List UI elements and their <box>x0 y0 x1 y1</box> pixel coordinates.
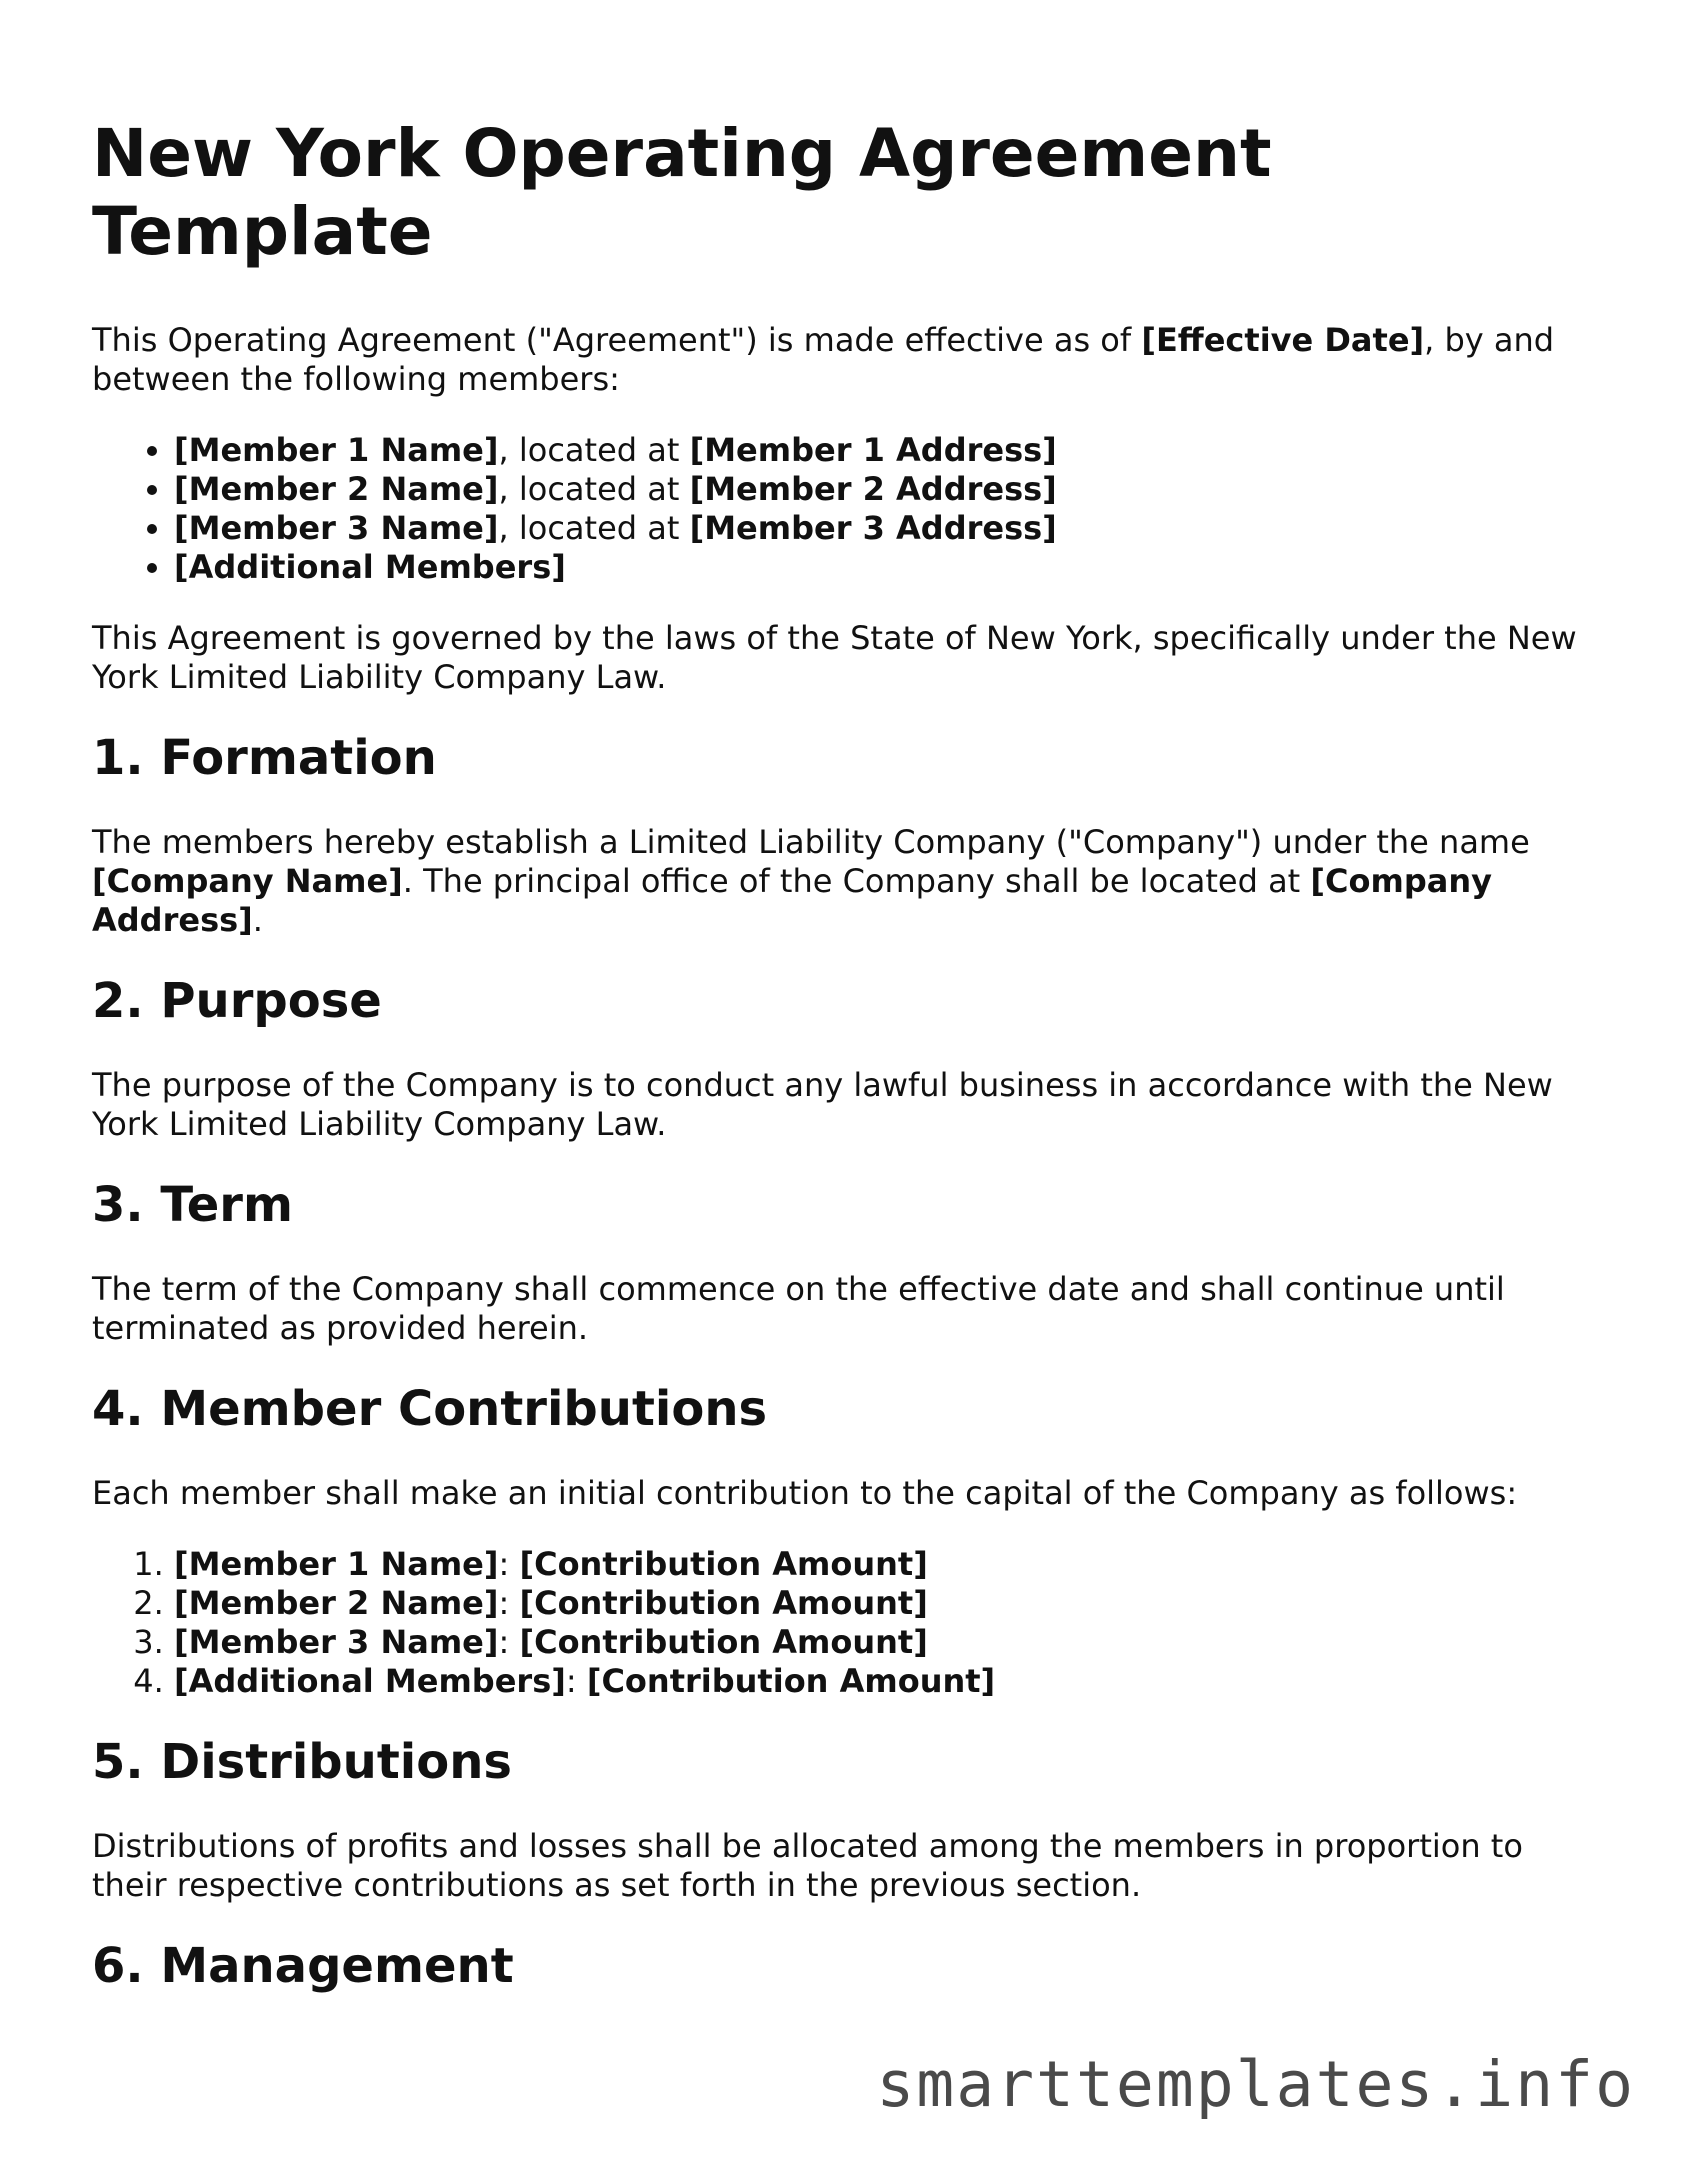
member-address: [Member 2 Address] <box>689 470 1057 508</box>
formation-text: . <box>252 901 263 939</box>
contribution-amount: [Contribution Amount] <box>519 1623 928 1661</box>
section-heading-distributions: 5. Distributions <box>92 1734 512 1790</box>
list-item <box>174 431 1602 470</box>
contribution-member: [Additional Members] <box>174 1662 566 1700</box>
watermark: smarttemplates.info <box>876 2048 1635 2121</box>
contribution-amount: [Contribution Amount] <box>519 1545 928 1583</box>
section-heading-formation: 1. Formation <box>92 730 437 786</box>
list-item <box>174 509 1602 548</box>
member-name: [Member 1 Name] <box>174 431 499 469</box>
company-name-placeholder: [Company Name] <box>92 862 403 900</box>
contribution-sep: : <box>565 1662 587 1700</box>
distributions-paragraph: Distributions of profits and losses shall be allocated among the members in proportion to their respective contributions as set forth in the previous section. <box>92 1827 1523 1904</box>
governing-law-paragraph: This Agreement is governed by the laws of the State of New York, specifically under the New York Limited Liability Company Law. <box>92 619 1577 696</box>
section-heading-contributions: 4. Member Contributions <box>92 1381 768 1437</box>
list-item <box>174 1584 1602 1623</box>
member-sep: , located at <box>498 509 690 547</box>
document-page <box>92 115 1602 2031</box>
contribution-amount: [Contribution Amount] <box>519 1584 928 1622</box>
section-heading-purpose: 2. Purpose <box>92 973 382 1029</box>
purpose-paragraph: The purpose of the Company is to conduct any lawful business in accordance with the New York Limited Liability Company Law. <box>92 1066 1553 1143</box>
list-item <box>174 548 1602 587</box>
list-item <box>174 470 1602 509</box>
members-list <box>92 431 1602 587</box>
member-name: [Member 3 Name] <box>174 509 499 547</box>
contributions-paragraph: Each member shall make an initial contribution to the capital of the Company as follows: <box>92 1474 1518 1512</box>
formation-text: . The principal office of the Company shall be located at <box>402 862 1311 900</box>
formation-paragraph <box>92 823 1602 940</box>
contribution-sep: : <box>498 1623 520 1661</box>
document-title: New York Operating Agreement Template <box>92 115 1272 270</box>
member-address: [Member 1 Address] <box>689 431 1057 469</box>
intro-text-post: , by and between the following members: <box>92 321 1555 398</box>
list-item <box>174 1545 1602 1584</box>
member-sep: , located at <box>498 470 690 508</box>
contribution-sep: : <box>498 1584 520 1622</box>
contributions-list <box>92 1545 1602 1701</box>
contribution-member: [Member 2 Name] <box>174 1584 499 1622</box>
contribution-member: [Member 3 Name] <box>174 1623 499 1661</box>
contribution-sep: : <box>498 1545 520 1583</box>
list-item <box>174 1662 1602 1701</box>
section-heading-term: 3. Term <box>92 1177 293 1233</box>
contribution-member: [Member 1 Name] <box>174 1545 499 1583</box>
list-item <box>174 1623 1602 1662</box>
formation-text: The members hereby establish a Limited Liability Company ("Company") under the name <box>92 823 1530 861</box>
contribution-amount: [Contribution Amount] <box>586 1662 996 1700</box>
effective-date-placeholder: [Effective Date] <box>1141 321 1425 359</box>
intro-paragraph <box>92 321 1602 399</box>
member-address: [Member 3 Address] <box>689 509 1057 547</box>
company-address-placeholder: [Company Address] <box>92 862 1492 939</box>
member-sep: , located at <box>498 431 690 469</box>
term-paragraph: The term of the Company shall commence on the effective date and shall continue until terminated as provided herein. <box>92 1270 1505 1347</box>
section-heading-management: 6. Management <box>92 1938 514 1994</box>
intro-text-pre: This Operating Agreement ("Agreement") is made effective as of <box>92 321 1142 359</box>
member-name: [Member 2 Name] <box>174 470 499 508</box>
member-name: [Additional Members] <box>174 548 566 586</box>
